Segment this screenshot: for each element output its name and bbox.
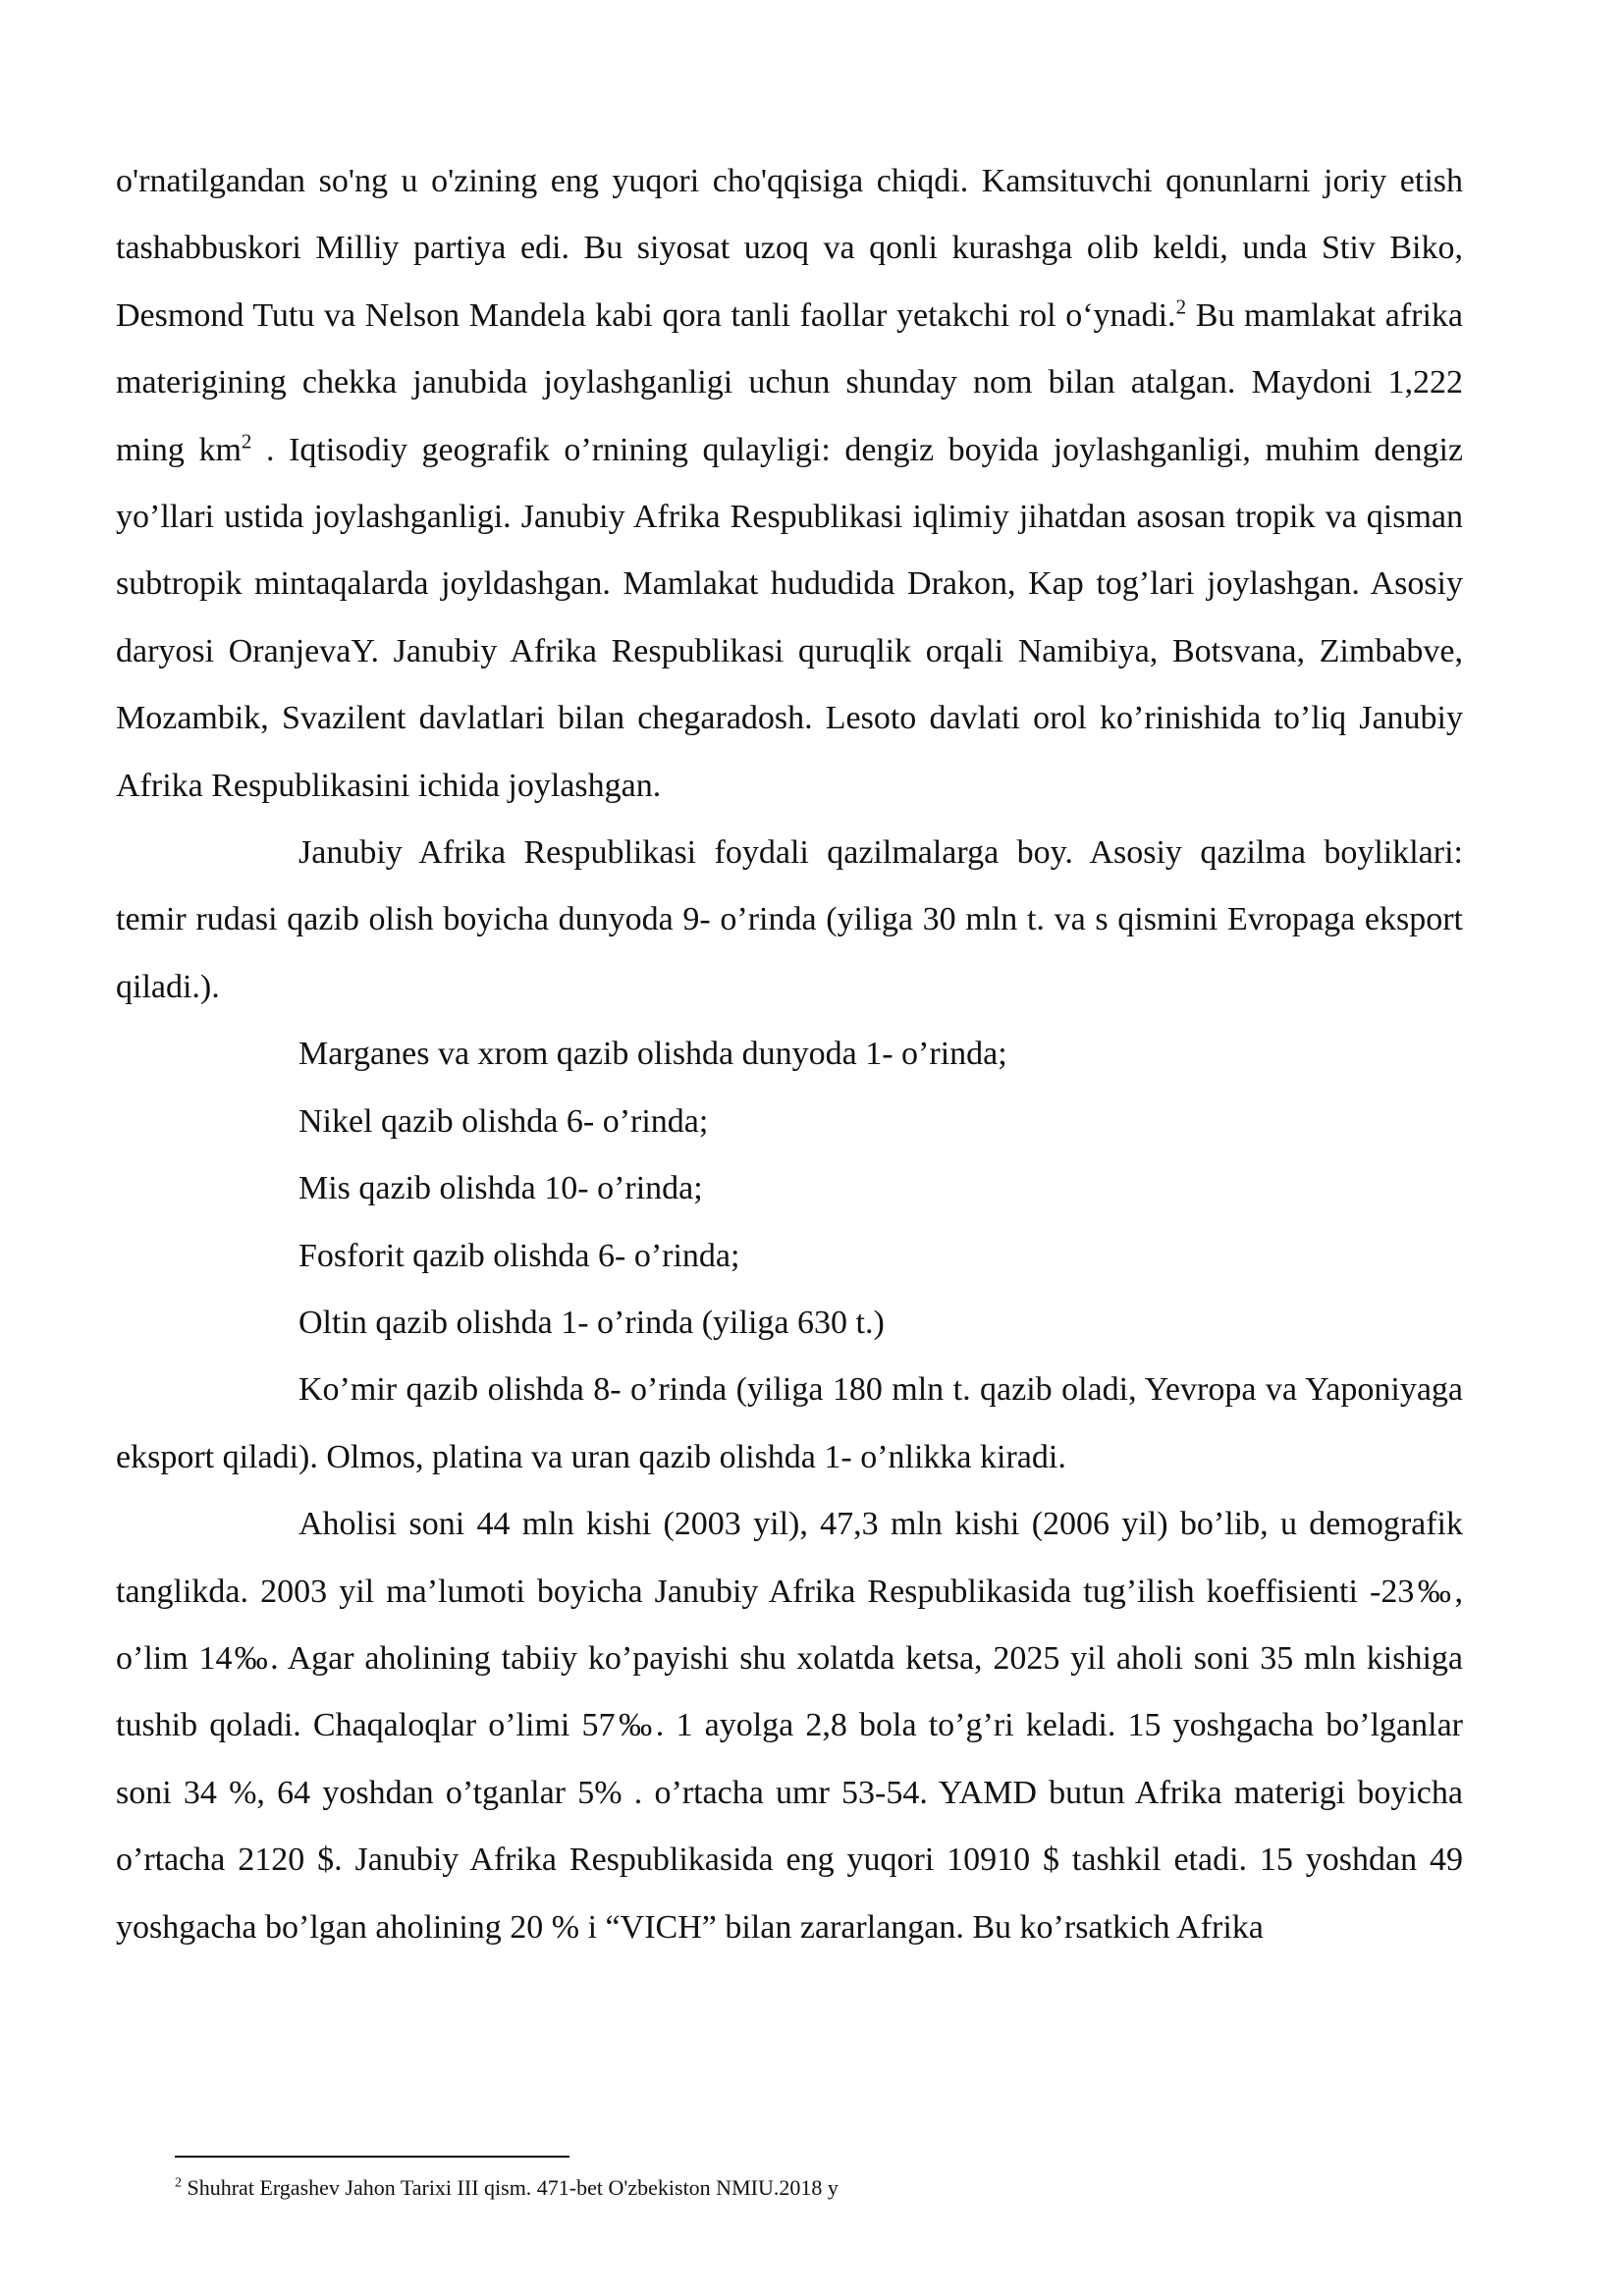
- footnote-text: Shuhrat Ergashev Jahon Tarixi III qism. 471-bet O'zbekiston NMIU.2018 y: [182, 2175, 839, 2200]
- paragraph-text: o'rnatilgandan so'ng u o'zining eng yuqori cho'qqisiga chiqdi. Kamsituvchi qonunlarni joriy etish tashabbuskori Milliy partiya edi. Bu siyosat uzoq va qonli kurashga olib keldi, unda Stiv Biko, Desmond Tutu va Nelson Mandela kabi qora tanli faollar yetakchi rol o‘ynadi.: [116, 163, 1463, 334]
- body-text: [116, 148, 1463, 1961]
- list-item: Fosforit qazib olishda 6- o’rinda;: [298, 1237, 740, 1274]
- paragraph-minerals: Janubiy Afrika Respublikasi foydali qazilmalarga boy. Asosiy qazilma boyliklari: temir rudasi qazib olish boyicha dunyoda 9- o’rinda (yiliga 30 mln t. va s qismini Evropaga eksport qiladi.).: [116, 834, 1463, 1005]
- footnote: [175, 2173, 839, 2203]
- list-item: Oltin qazib olishda 1- o’rinda (yiliga 630 t.): [298, 1304, 885, 1341]
- paragraph-population: Aholisi soni 44 mln kishi (2003 yil), 47,3 mln kishi (2006 yil) bo’lib, u demografik tanglikda. 2003 yil ma’lumoti boyicha Janubiy Afrika Respublikasida tug’ilish koeffisienti -23‰, o’lim 14‰. Agar aholining tabiiy ko’payishi shu xolatda ketsa, 2025 yil aholi soni 35 mln kishiga tushib qoladi. Chaqaloqlar o’limi 57‰. 1 ayolga 2,8 bola to’g’ri keladi. 15 yoshgacha bo’lganlar soni 34 %, 64 yoshdan o’tganlar 5% . o’rtacha umr 53-54. YAMD butun Afrika materigi boyicha o’rtacha 2120 $. Janubiy Afrika Respublikasida eng yuqori 10910 $ tashkil etadi. 15 yoshdan 49 yoshgacha bo’lgan aholining 20 % i “VICH” bilan zararlangan. Bu ko’rsatkich Afrika: [116, 1506, 1463, 1946]
- paragraph-coal: Ko’mir qazib olishda 8- o’rinda (yiliga 180 mln t. qazib oladi, Yevropa va Yaponiyaga eksport qiladi). Olmos, platina va uran qazib olishda 1- o’nlikka kiradi.: [116, 1371, 1463, 1475]
- paragraph-text: Bu mamlakat afrika materigining chekka janubida joylashganligi uchun shunday nom bilan atalgan. Maydoni 1,222 ming km: [116, 296, 1463, 468]
- footnote-separator: [175, 2156, 569, 2158]
- paragraph-intro: [116, 148, 1463, 820]
- list-item: Nikel qazib olishda 6- o’rinda;: [298, 1102, 709, 1140]
- footnote-reference[interactable]: 2: [1175, 294, 1187, 319]
- paragraph-text: . Iqtisodiy geografik o’rnining qulayligi: dengiz boyida joylashganligi, muhim dengiz yo’llari ustida joylashganligi. Janubiy Afrika Respublikasi iqlimiy jihatdan asosan tropik va qisman subtropik mintaqalarda joyldashgan. Mamlakat hududida Drakon, Kap tog’lari joylashgan. Asosiy daryosi OranjevaY. Janubiy Afrika Respublikasi quruqlik orqali Namibiya, Botsvana, Zimbabve, Mozambik, Svazilent davlatlari bilan chegaradosh. Lesoto davlati orol ko’rinishida to’liq Janubiy Afrika Respublikasini ichida joylashgan.: [116, 431, 1463, 804]
- superscript: 2: [241, 429, 252, 454]
- list-item: Mis qazib olishda 10- o’rinda;: [298, 1170, 703, 1207]
- footnote-number: 2: [175, 2175, 182, 2191]
- list-item: Marganes va xrom qazib olishda dunyoda 1- o’rinda;: [298, 1036, 1007, 1073]
